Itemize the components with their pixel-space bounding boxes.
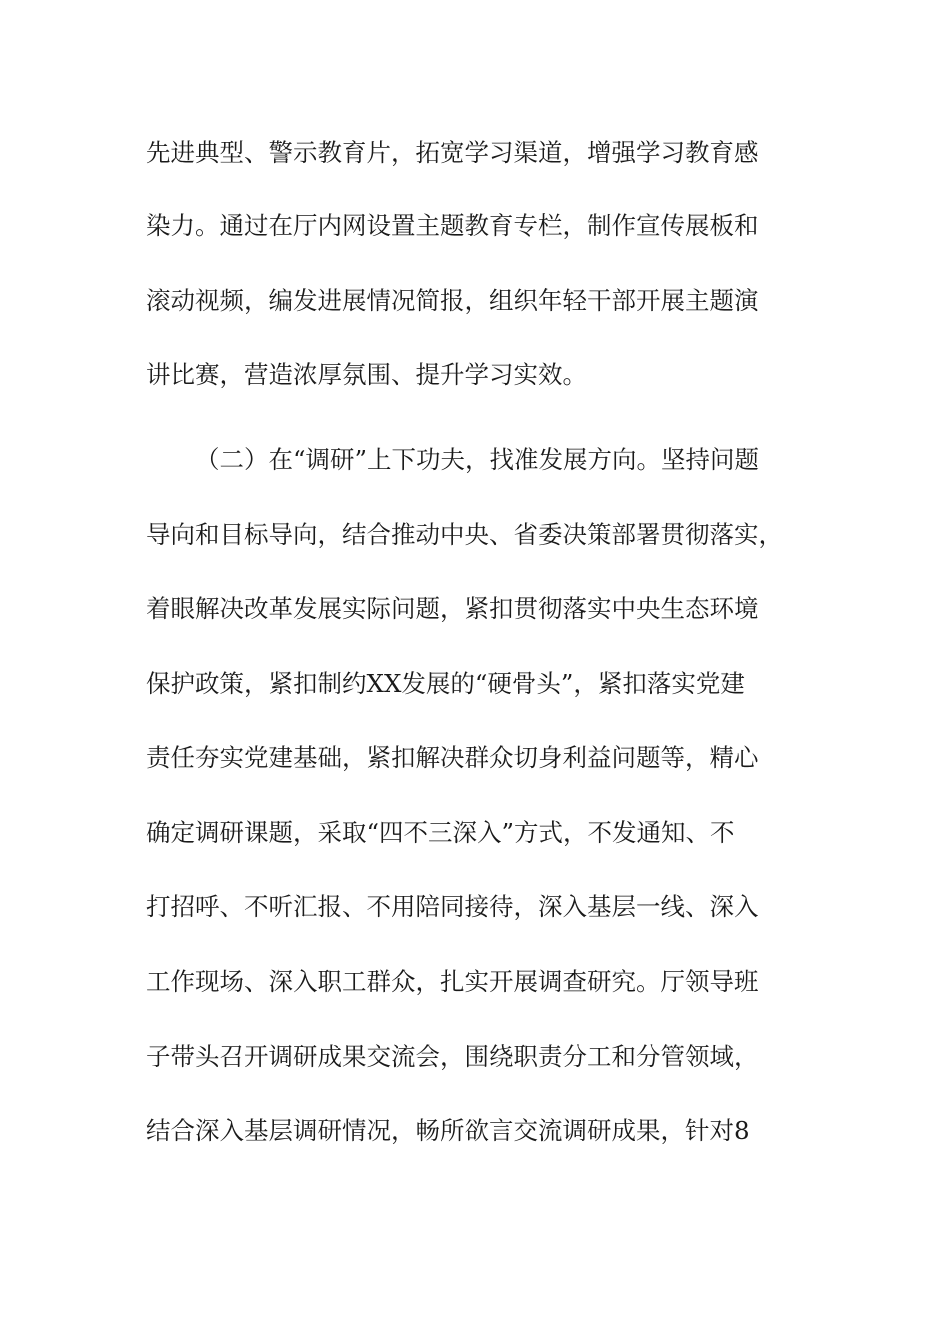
text-line: 保护政策，紧扣制约XX发展的“硬骨头”，紧扣落实党建 xyxy=(146,669,745,698)
text-line: 子带头召开调研成果交流会，围绕职责分工和分管领域， xyxy=(146,1042,759,1071)
text-line: 工作现场、深入职工群众，扎实开展调查研究。厅领导班 xyxy=(146,967,759,996)
text-line: 先进典型、警示教育片，拓宽学习渠道，增强学习教育感 xyxy=(146,138,759,167)
text-line: 确定调研课题，采取“四不三深入”方式，不发通知、不 xyxy=(146,818,735,847)
text-line: 滚动视频，编发进展情况简报，组织年轻干部开展主题演 xyxy=(146,286,759,315)
text-line: 责任夯实党建基础，紧扣解决群众切身利益问题等，精心 xyxy=(146,743,759,772)
text-line: 染力。通过在厅内网设置主题教育专栏，制作宣传展板和 xyxy=(146,211,759,240)
text-line: 着眼解决改革发展实际问题，紧扣贯彻落实中央生态环境 xyxy=(146,594,759,623)
paragraph-heading-line: （二）在“调研”上下功夫，找准发展方向。坚持问题 xyxy=(195,445,760,474)
text-line: 结合深入基层调研情况，畅所欲言交流调研成果，针对8 xyxy=(146,1116,750,1145)
text-line: 打招呼、不听汇报、不用陪同接待，深入基层一线、深入 xyxy=(146,892,759,921)
text-line: 导向和目标导向，结合推动中央、省委决策部署贯彻落实， xyxy=(146,520,783,549)
text-line: 讲比赛，营造浓厚氛围、提升学习实效。 xyxy=(146,360,587,389)
